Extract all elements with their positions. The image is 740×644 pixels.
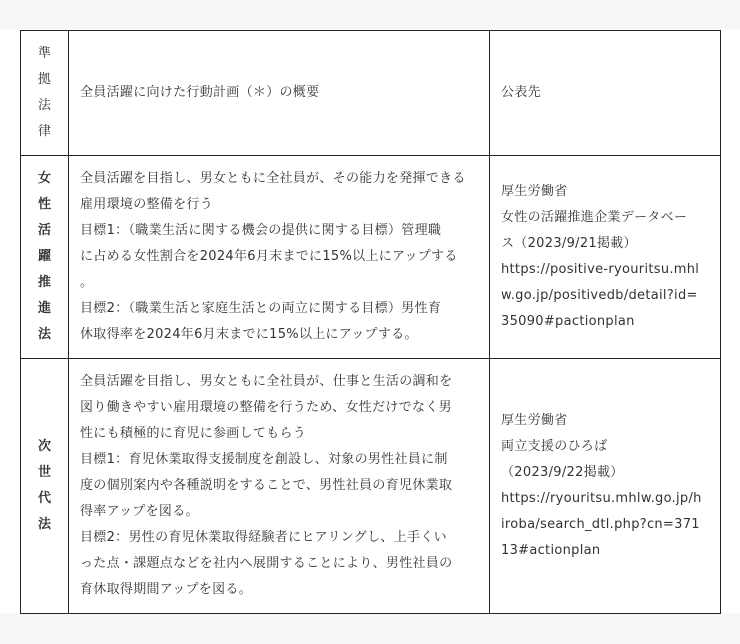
publisher-url: 35090#pactionplan xyxy=(501,314,635,329)
summary-line: 図り働きやすい雇用環境の整備を行うため、女性だけでなく男 xyxy=(80,400,452,415)
publisher-url: 13#actionplan xyxy=(501,543,601,558)
summary-line: 育休取得期間アップを図る。 xyxy=(80,582,252,597)
law-name: 次 世 代 法 xyxy=(37,439,51,532)
table-row xyxy=(21,359,721,614)
summary-line: 目標1：（職業生活に関する機会の提供に関する目標）管理職 xyxy=(80,223,442,238)
law-name: 女 性 活 躍 推 進 法 xyxy=(37,171,51,342)
publisher-line: ス（2023/9/21掲載） xyxy=(501,236,637,251)
table-row xyxy=(21,156,721,359)
table-header-row xyxy=(21,31,721,156)
publisher-url: https://positive-ryouritsu.mhl xyxy=(501,262,700,277)
summary-line: 得率アップを図る。 xyxy=(80,504,199,519)
publisher-url: https://ryouritsu.mhlw.go.jp/h xyxy=(501,491,702,506)
summary-cell xyxy=(69,156,490,359)
header-law-cell xyxy=(21,31,69,156)
summary-line: 性にも積極的に育児に参画してもらう xyxy=(80,426,307,441)
header-summary-label: 全員活躍に向けた行動計画（＊）の概要 xyxy=(80,85,320,100)
summary-line: 。 xyxy=(80,275,94,290)
action-plan-table xyxy=(20,30,721,614)
publisher-line: 厚生労働省 xyxy=(501,413,568,428)
summary-line: 目標1：育児休業取得支援制度を創設し、対象の男性社員に制 xyxy=(80,452,448,467)
publisher-line: 厚生労働省 xyxy=(501,184,568,199)
header-law-label: 準 拠 法 律 xyxy=(37,46,51,139)
summary-line: 雇用環境の整備を行う xyxy=(80,197,214,212)
summary-line: った点・課題点などを社内へ展開することにより、男性社員の xyxy=(80,556,453,571)
publisher-line: （2023/9/22掲載） xyxy=(501,465,624,480)
summary-line: 休取得率を2024年6月末までに15%以上にアップする。 xyxy=(80,327,418,342)
summary-line: 全員活躍を目指し、男女ともに全社員が、その能力を発揮できる xyxy=(80,171,466,186)
summary-line: 目標2：男性の育児休業取得経験者にヒアリングし、上手くい xyxy=(80,530,447,545)
publisher-line: 女性の活躍推進企業データベー xyxy=(501,210,688,225)
summary-line: に占める女性割合を2024年6月末までに15%以上にアップする xyxy=(80,249,458,264)
summary-line: 目標2：（職業生活と家庭生活との両立に関する目標）男性育 xyxy=(80,301,442,316)
publisher-cell xyxy=(490,156,721,359)
header-publisher-cell xyxy=(490,31,721,156)
header-summary-cell xyxy=(69,31,490,156)
publisher-url: w.go.jp/positivedb/detail?id= xyxy=(501,288,698,303)
publisher-cell xyxy=(490,359,721,614)
header-publisher-label: 公表先 xyxy=(501,85,541,100)
law-cell xyxy=(21,359,69,614)
summary-cell xyxy=(69,359,490,614)
publisher-line: 両立支援のひろば xyxy=(501,439,608,454)
publisher-url: iroba/search_dtl.php?cn=371 xyxy=(501,517,700,532)
summary-line: 度の個別案内や各種説明をすることで、男性社員の育児休業取 xyxy=(80,478,453,493)
law-cell xyxy=(21,156,69,359)
summary-line: 全員活躍を目指し、男女ともに全社員が、仕事と生活の調和を xyxy=(80,374,453,389)
